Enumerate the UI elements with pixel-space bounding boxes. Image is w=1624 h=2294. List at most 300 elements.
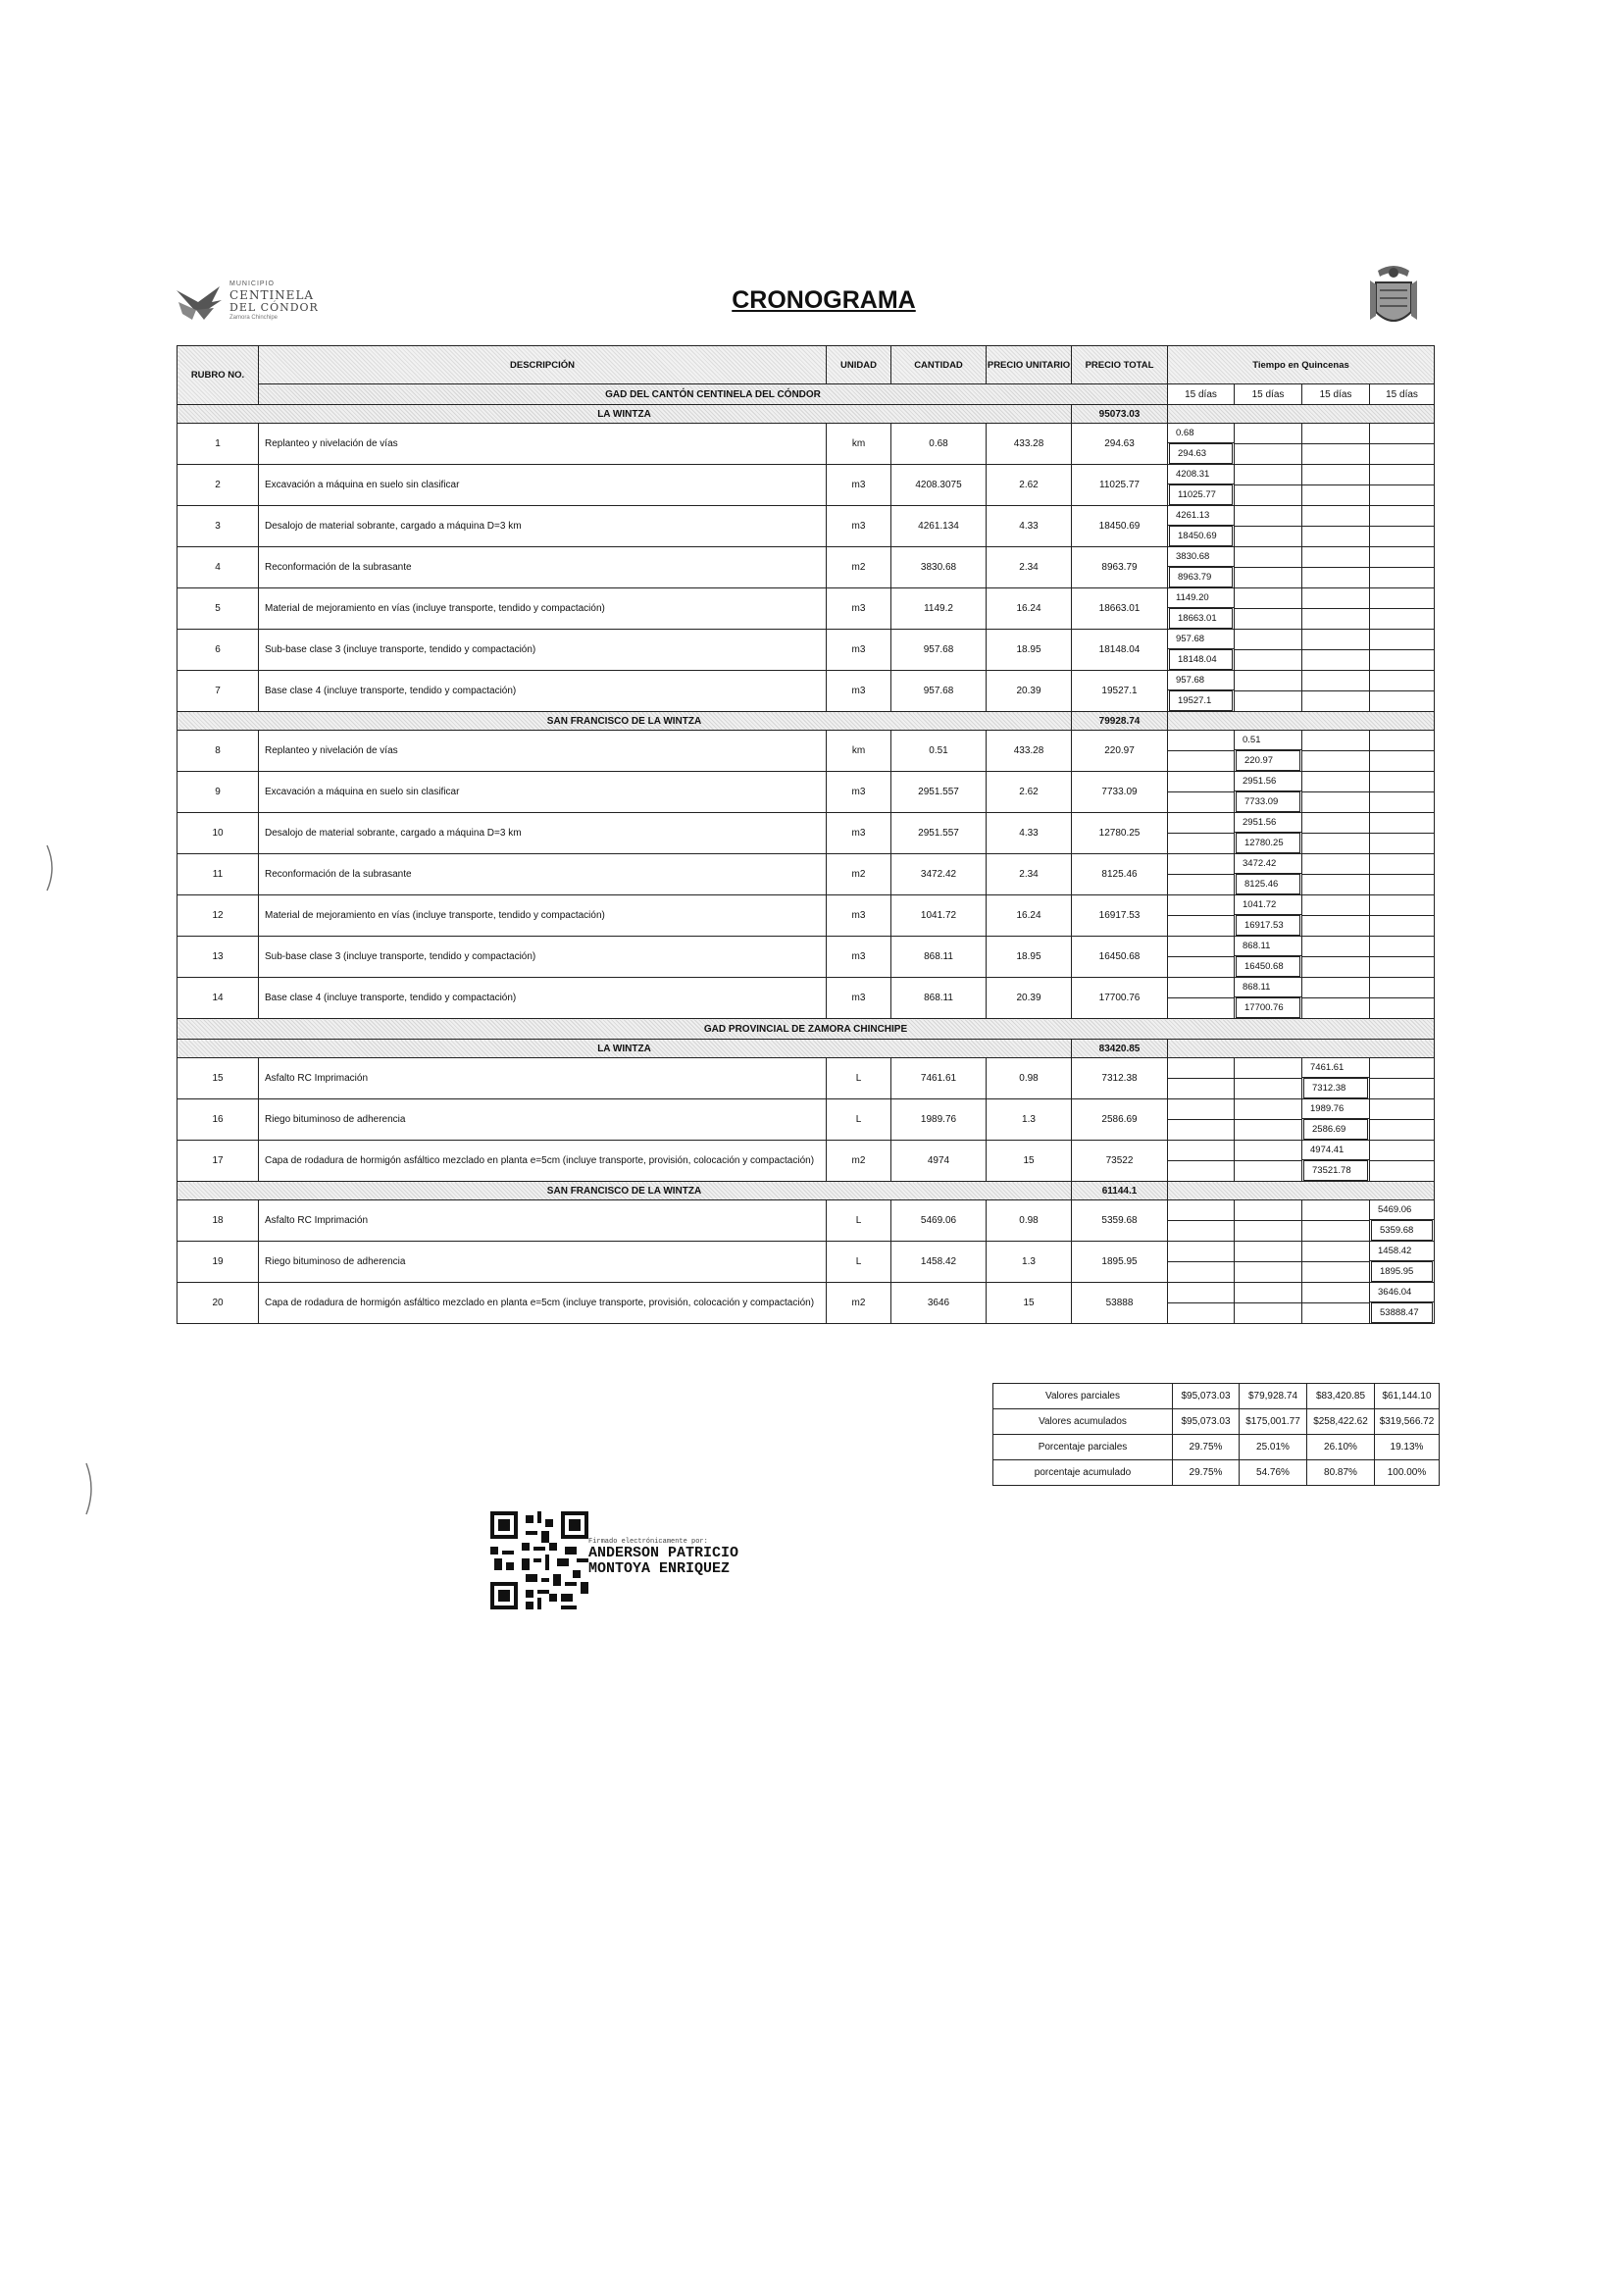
summary-value: $79,928.74 — [1240, 1384, 1307, 1409]
timeline-amount — [1235, 1262, 1301, 1281]
timeline-amount: 11025.77 — [1169, 484, 1233, 505]
timeline-cell — [1302, 895, 1370, 937]
timeline-amount — [1302, 792, 1369, 811]
timeline-cell — [1370, 895, 1435, 937]
margin-mark — [82, 1461, 98, 1516]
timeline-amount: 220.97 — [1236, 750, 1300, 771]
header-row-2 — [178, 384, 1435, 405]
item-description: Base clase 4 (incluye transporte, tendido y compactación) — [259, 978, 827, 1019]
timeline-cell — [1168, 547, 1235, 588]
timeline-cell — [1302, 1242, 1370, 1283]
timeline-amount — [1235, 650, 1301, 669]
item-description: Desalojo de material sobrante, cargado a máquina D=3 km — [259, 813, 827, 854]
item-unit: m3 — [827, 465, 891, 506]
item-unit-price: 15 — [987, 1141, 1072, 1182]
timeline-cell — [1168, 937, 1235, 978]
timeline-amount: 16917.53 — [1236, 915, 1300, 936]
timeline-cell — [1370, 731, 1435, 772]
item-description: Excavación a máquina en suelo sin clasificar — [259, 465, 827, 506]
timeline-cell — [1235, 1283, 1302, 1324]
timeline-cell — [1235, 772, 1302, 813]
summary-value: $95,073.03 — [1173, 1384, 1240, 1409]
signer-name-line-2: MONTOYA ENRIQUEZ — [588, 1560, 731, 1577]
timeline-cell — [1302, 1099, 1370, 1141]
timeline-amount: 18148.04 — [1169, 649, 1233, 670]
item-quantity: 2951.557 — [891, 813, 987, 854]
timeline-cell — [1235, 630, 1302, 671]
group-row — [178, 405, 1435, 424]
rubro-number: 13 — [178, 937, 259, 978]
timeline-quantity: 868.11 — [1235, 937, 1301, 956]
item-unit-price: 18.95 — [987, 937, 1072, 978]
group-title: LA WINTZA — [178, 1040, 1072, 1058]
item-quantity: 1458.42 — [891, 1242, 987, 1283]
item-description: Capa de rodadura de hormigón asfáltico mezclado en planta e=5cm (incluye transporte, provisión, colocación y compactación) — [259, 1283, 827, 1324]
item-description: Material de mejoramiento en vías (incluye transporte, tendido y compactación) — [259, 588, 827, 630]
item-unit-price: 20.39 — [987, 671, 1072, 712]
timeline-amount: 1895.95 — [1371, 1261, 1433, 1282]
timeline-quantity — [1370, 1100, 1434, 1120]
item-unit-price: 4.33 — [987, 506, 1072, 547]
table-row — [178, 671, 1435, 712]
timeline-cell — [1168, 1242, 1235, 1283]
summary-table — [992, 1383, 1440, 1486]
timeline-quantity — [1370, 1059, 1434, 1079]
rubro-number: 4 — [178, 547, 259, 588]
item-description: Sub-base clase 3 (incluye transporte, tendido y compactación) — [259, 630, 827, 671]
timeline-amount — [1302, 834, 1369, 852]
timeline-cell — [1235, 895, 1302, 937]
timeline-quantity — [1370, 938, 1434, 957]
summary-row — [993, 1435, 1440, 1460]
item-description: Replanteo y nivelación de vías — [259, 424, 827, 465]
timeline-quantity — [1302, 425, 1369, 444]
timeline-cell — [1168, 1058, 1235, 1099]
timeline-quantity — [1302, 589, 1369, 609]
timeline-quantity — [1235, 1201, 1301, 1221]
table-row — [178, 1283, 1435, 1324]
timeline-cell — [1302, 1058, 1370, 1099]
item-total-price: 73522 — [1072, 1141, 1168, 1182]
timeline-cell — [1302, 772, 1370, 813]
item-total-price: 5359.68 — [1072, 1200, 1168, 1242]
group-row — [178, 712, 1435, 731]
timeline-amount — [1168, 998, 1234, 1017]
timeline-cell — [1370, 772, 1435, 813]
timeline-cell — [1168, 854, 1235, 895]
item-total-price: 294.63 — [1072, 424, 1168, 465]
timeline-cell — [1302, 1283, 1370, 1324]
timeline-cell — [1302, 937, 1370, 978]
timeline-quantity: 957.68 — [1168, 671, 1234, 690]
item-total-price: 220.97 — [1072, 731, 1168, 772]
signer-name-line-1: ANDERSON PATRICIO — [588, 1545, 739, 1561]
qr-code-icon — [490, 1510, 588, 1610]
item-unit: L — [827, 1058, 891, 1099]
timeline-amount — [1302, 957, 1369, 976]
timeline-cell — [1235, 813, 1302, 854]
item-unit-price: 4.33 — [987, 813, 1072, 854]
timeline-cell — [1235, 731, 1302, 772]
timeline-quantity — [1370, 1142, 1434, 1161]
group-total: 79928.74 — [1072, 712, 1168, 731]
timeline-amount: 17700.76 — [1236, 997, 1300, 1018]
margin-mark — [43, 843, 59, 892]
table-row — [178, 588, 1435, 630]
timeline-cell — [1168, 895, 1235, 937]
section-title: GAD DEL CANTÓN CENTINELA DEL CÓNDOR — [259, 384, 1168, 405]
timeline-quantity — [1235, 589, 1301, 609]
timeline-quantity — [1370, 548, 1434, 568]
timeline-quantity — [1235, 672, 1301, 691]
timeline-cell — [1302, 465, 1370, 506]
logo-line-2: CENTINELA — [229, 288, 315, 302]
timeline-amount — [1235, 1221, 1301, 1240]
summary-row — [993, 1460, 1440, 1486]
timeline-amount: 7312.38 — [1303, 1078, 1368, 1098]
timeline-cell — [1370, 1242, 1435, 1283]
timeline-amount: 8125.46 — [1236, 874, 1300, 894]
item-unit-price: 2.62 — [987, 465, 1072, 506]
timeline-amount — [1370, 568, 1434, 586]
timeline-quantity: 0.68 — [1168, 424, 1234, 443]
timeline-cell — [1168, 630, 1235, 671]
item-quantity: 1989.76 — [891, 1099, 987, 1141]
timeline-amount — [1370, 957, 1434, 976]
timeline-cell — [1302, 854, 1370, 895]
item-unit: m3 — [827, 671, 891, 712]
item-unit: m3 — [827, 630, 891, 671]
timeline-quantity: 3830.68 — [1168, 547, 1234, 567]
timeline-amount — [1168, 1161, 1234, 1180]
timeline-amount — [1235, 1120, 1301, 1139]
col-header-rubro: RUBRO NO. — [178, 346, 259, 405]
period-header: 15 días — [1370, 384, 1435, 405]
timeline-quantity — [1370, 896, 1434, 916]
group-timeline-filler — [1168, 405, 1435, 424]
timeline-cell — [1302, 630, 1370, 671]
item-quantity: 868.11 — [891, 978, 987, 1019]
summary-row — [993, 1409, 1440, 1435]
item-unit: m3 — [827, 813, 891, 854]
rubro-number: 15 — [178, 1058, 259, 1099]
item-description: Asfalto RC Imprimación — [259, 1058, 827, 1099]
item-quantity: 3646 — [891, 1283, 987, 1324]
section-title: GAD PROVINCIAL DE ZAMORA CHINCHIPE — [178, 1019, 1435, 1040]
timeline-cell — [1370, 547, 1435, 588]
timeline-cell — [1168, 506, 1235, 547]
timeline-amount — [1370, 834, 1434, 852]
item-description: Base clase 4 (incluye transporte, tendido y compactación) — [259, 671, 827, 712]
timeline-quantity — [1168, 855, 1234, 875]
rubro-number: 14 — [178, 978, 259, 1019]
timeline-amount — [1370, 916, 1434, 935]
timeline-quantity — [1302, 1284, 1369, 1303]
schedule-table — [177, 345, 1435, 1324]
timeline-quantity — [1168, 1243, 1234, 1262]
timeline-amount: 18450.69 — [1169, 526, 1233, 546]
col-header-precio-total: PRECIO TOTAL — [1072, 346, 1168, 384]
summary-value: $95,073.03 — [1173, 1409, 1240, 1435]
item-quantity: 4208.3075 — [891, 465, 987, 506]
timeline-quantity — [1235, 1243, 1301, 1262]
summary-value: $258,422.62 — [1307, 1409, 1375, 1435]
timeline-cell — [1370, 465, 1435, 506]
timeline-amount — [1168, 792, 1234, 811]
timeline-cell — [1370, 588, 1435, 630]
timeline-quantity — [1168, 979, 1234, 998]
rubro-number: 19 — [178, 1242, 259, 1283]
timeline-cell — [1235, 937, 1302, 978]
table-row — [178, 895, 1435, 937]
rubro-number: 11 — [178, 854, 259, 895]
timeline-amount — [1302, 998, 1369, 1017]
timeline-quantity — [1302, 548, 1369, 568]
rubro-number: 20 — [178, 1283, 259, 1324]
signature-caption: Firmado electrónicamente por: — [588, 1538, 708, 1546]
item-total-price: 12780.25 — [1072, 813, 1168, 854]
timeline-cell — [1302, 731, 1370, 772]
summary-value: $319,566.72 — [1375, 1409, 1440, 1435]
timeline-amount — [1235, 609, 1301, 628]
timeline-amount — [1235, 568, 1301, 586]
logo-line-1: MUNICIPIO — [229, 280, 275, 287]
summary-value: 100.00% — [1375, 1460, 1440, 1486]
timeline-amount — [1168, 1221, 1234, 1240]
timeline-cell — [1235, 978, 1302, 1019]
timeline-quantity — [1168, 732, 1234, 751]
item-description: Desalojo de material sobrante, cargado a máquina D=3 km — [259, 506, 827, 547]
item-description: Excavación a máquina en suelo sin clasificar — [259, 772, 827, 813]
item-description: Riego bituminoso de adherencia — [259, 1242, 827, 1283]
timeline-quantity — [1370, 589, 1434, 609]
rubro-number: 6 — [178, 630, 259, 671]
timeline-cell — [1235, 424, 1302, 465]
summary-value: 29.75% — [1173, 1435, 1240, 1460]
timeline-amount — [1370, 792, 1434, 811]
timeline-amount — [1302, 1303, 1369, 1322]
timeline-amount — [1168, 957, 1234, 976]
timeline-cell — [1168, 671, 1235, 712]
timeline-cell — [1235, 588, 1302, 630]
timeline-amount — [1302, 609, 1369, 628]
table-row — [178, 506, 1435, 547]
timeline-quantity: 1989.76 — [1302, 1099, 1369, 1119]
item-total-price: 7733.09 — [1072, 772, 1168, 813]
summary-value: 19.13% — [1375, 1435, 1440, 1460]
table-row — [178, 1058, 1435, 1099]
timeline-amount — [1302, 751, 1369, 770]
summary-label: porcentaje acumulado — [993, 1460, 1173, 1486]
timeline-quantity — [1370, 631, 1434, 650]
timeline-amount: 294.63 — [1169, 443, 1233, 464]
timeline-amount — [1168, 834, 1234, 852]
timeline-cell — [1302, 1200, 1370, 1242]
timeline-quantity — [1168, 1059, 1234, 1079]
summary-value: $175,001.77 — [1240, 1409, 1307, 1435]
item-unit-price: 1.3 — [987, 1099, 1072, 1141]
col-header-cantidad: CANTIDAD — [891, 346, 987, 384]
item-unit: L — [827, 1242, 891, 1283]
col-header-descripcion: DESCRIPCIÓN — [259, 346, 827, 384]
table-row — [178, 731, 1435, 772]
item-quantity: 957.68 — [891, 630, 987, 671]
rubro-number: 17 — [178, 1141, 259, 1182]
timeline-quantity — [1370, 425, 1434, 444]
timeline-amount: 19527.1 — [1169, 690, 1233, 711]
timeline-cell — [1235, 1099, 1302, 1141]
timeline-cell — [1235, 547, 1302, 588]
item-description: Replanteo y nivelación de vías — [259, 731, 827, 772]
table-row — [178, 937, 1435, 978]
timeline-amount — [1370, 1161, 1434, 1180]
rubro-number: 16 — [178, 1099, 259, 1141]
timeline-cell — [1168, 731, 1235, 772]
summary-value: $83,420.85 — [1307, 1384, 1375, 1409]
item-unit: m3 — [827, 978, 891, 1019]
timeline-quantity — [1302, 466, 1369, 485]
timeline-quantity — [1302, 672, 1369, 691]
logo-line-3: DEL CÓNDOR — [229, 301, 319, 314]
timeline-cell — [1168, 978, 1235, 1019]
item-unit-price: 433.28 — [987, 731, 1072, 772]
item-description: Riego bituminoso de adherencia — [259, 1099, 827, 1141]
item-total-price: 53888 — [1072, 1283, 1168, 1324]
timeline-quantity: 868.11 — [1235, 978, 1301, 997]
item-unit-price: 18.95 — [987, 630, 1072, 671]
timeline-cell — [1168, 424, 1235, 465]
timeline-quantity — [1235, 1100, 1301, 1120]
summary-value: $61,144.10 — [1375, 1384, 1440, 1409]
timeline-cell — [1302, 813, 1370, 854]
timeline-quantity: 4261.13 — [1168, 506, 1234, 526]
item-unit: m3 — [827, 506, 891, 547]
timeline-cell — [1235, 465, 1302, 506]
item-unit-price: 15 — [987, 1283, 1072, 1324]
item-total-price: 8125.46 — [1072, 854, 1168, 895]
table-row — [178, 1242, 1435, 1283]
timeline-cell — [1302, 424, 1370, 465]
timeline-quantity — [1302, 979, 1369, 998]
item-quantity: 0.51 — [891, 731, 987, 772]
rubro-number: 1 — [178, 424, 259, 465]
timeline-amount — [1302, 650, 1369, 669]
table-row — [178, 547, 1435, 588]
timeline-amount — [1370, 650, 1434, 669]
timeline-quantity — [1302, 938, 1369, 957]
item-total-price: 11025.77 — [1072, 465, 1168, 506]
timeline-amount — [1370, 751, 1434, 770]
period-header: 15 días — [1168, 384, 1235, 405]
timeline-quantity: 1041.72 — [1235, 895, 1301, 915]
timeline-amount — [1370, 444, 1434, 463]
signature-block — [588, 1538, 738, 1577]
timeline-quantity: 1458.42 — [1370, 1242, 1434, 1261]
item-unit-price: 1.3 — [987, 1242, 1072, 1283]
item-unit-price: 0.98 — [987, 1058, 1072, 1099]
item-quantity: 3830.68 — [891, 547, 987, 588]
timeline-amount — [1370, 998, 1434, 1017]
timeline-cell — [1168, 465, 1235, 506]
group-title: LA WINTZA — [178, 405, 1072, 424]
timeline-cell — [1235, 506, 1302, 547]
rubro-number: 18 — [178, 1200, 259, 1242]
timeline-cell — [1235, 671, 1302, 712]
timeline-amount — [1168, 751, 1234, 770]
item-total-price: 1895.95 — [1072, 1242, 1168, 1283]
table-row — [178, 854, 1435, 895]
timeline-cell — [1302, 671, 1370, 712]
item-total-price: 18450.69 — [1072, 506, 1168, 547]
item-total-price: 17700.76 — [1072, 978, 1168, 1019]
timeline-quantity — [1302, 1243, 1369, 1262]
timeline-quantity — [1235, 466, 1301, 485]
timeline-quantity: 3646.04 — [1370, 1283, 1434, 1302]
timeline-quantity — [1168, 1100, 1234, 1120]
item-unit-price: 16.24 — [987, 588, 1072, 630]
timeline-amount — [1302, 916, 1369, 935]
timeline-cell — [1302, 978, 1370, 1019]
timeline-quantity — [1370, 672, 1434, 691]
summary-label: Porcentaje parciales — [993, 1435, 1173, 1460]
group-total: 61144.1 — [1072, 1182, 1168, 1200]
group-timeline-filler — [1168, 712, 1435, 731]
rubro-number: 3 — [178, 506, 259, 547]
group-row — [178, 1040, 1435, 1058]
timeline-amount — [1370, 527, 1434, 545]
item-quantity: 1041.72 — [891, 895, 987, 937]
timeline-quantity: 2951.56 — [1235, 813, 1301, 833]
table-row — [178, 630, 1435, 671]
timeline-amount — [1370, 609, 1434, 628]
period-header: 15 días — [1302, 384, 1370, 405]
table-row — [178, 1141, 1435, 1182]
timeline-cell — [1235, 854, 1302, 895]
timeline-quantity — [1168, 896, 1234, 916]
group-timeline-filler — [1168, 1182, 1435, 1200]
item-total-price: 16450.68 — [1072, 937, 1168, 978]
timeline-amount — [1168, 875, 1234, 893]
timeline-amount — [1168, 916, 1234, 935]
group-total: 95073.03 — [1072, 405, 1168, 424]
timeline-cell — [1370, 813, 1435, 854]
item-description: Sub-base clase 3 (incluye transporte, tendido y compactación) — [259, 937, 827, 978]
timeline-amount: 12780.25 — [1236, 833, 1300, 853]
timeline-amount — [1370, 691, 1434, 710]
timeline-cell — [1370, 424, 1435, 465]
timeline-cell — [1235, 1141, 1302, 1182]
item-description: Reconformación de la subrasante — [259, 547, 827, 588]
timeline-quantity — [1235, 1142, 1301, 1161]
timeline-amount — [1370, 1079, 1434, 1097]
item-total-price: 18663.01 — [1072, 588, 1168, 630]
item-quantity: 4261.134 — [891, 506, 987, 547]
item-unit-price: 2.62 — [987, 772, 1072, 813]
item-unit: L — [827, 1200, 891, 1242]
timeline-cell — [1370, 1200, 1435, 1242]
timeline-quantity — [1370, 979, 1434, 998]
timeline-quantity: 2951.56 — [1235, 772, 1301, 791]
timeline-quantity — [1168, 814, 1234, 834]
timeline-amount — [1168, 1120, 1234, 1139]
timeline-amount: 73521.78 — [1303, 1160, 1368, 1181]
timeline-amount: 5359.68 — [1371, 1220, 1433, 1241]
table-row — [178, 424, 1435, 465]
summary-value: 26.10% — [1307, 1435, 1375, 1460]
timeline-quantity — [1370, 855, 1434, 875]
timeline-cell — [1302, 547, 1370, 588]
group-title: SAN FRANCISCO DE LA WINTZA — [178, 1182, 1072, 1200]
